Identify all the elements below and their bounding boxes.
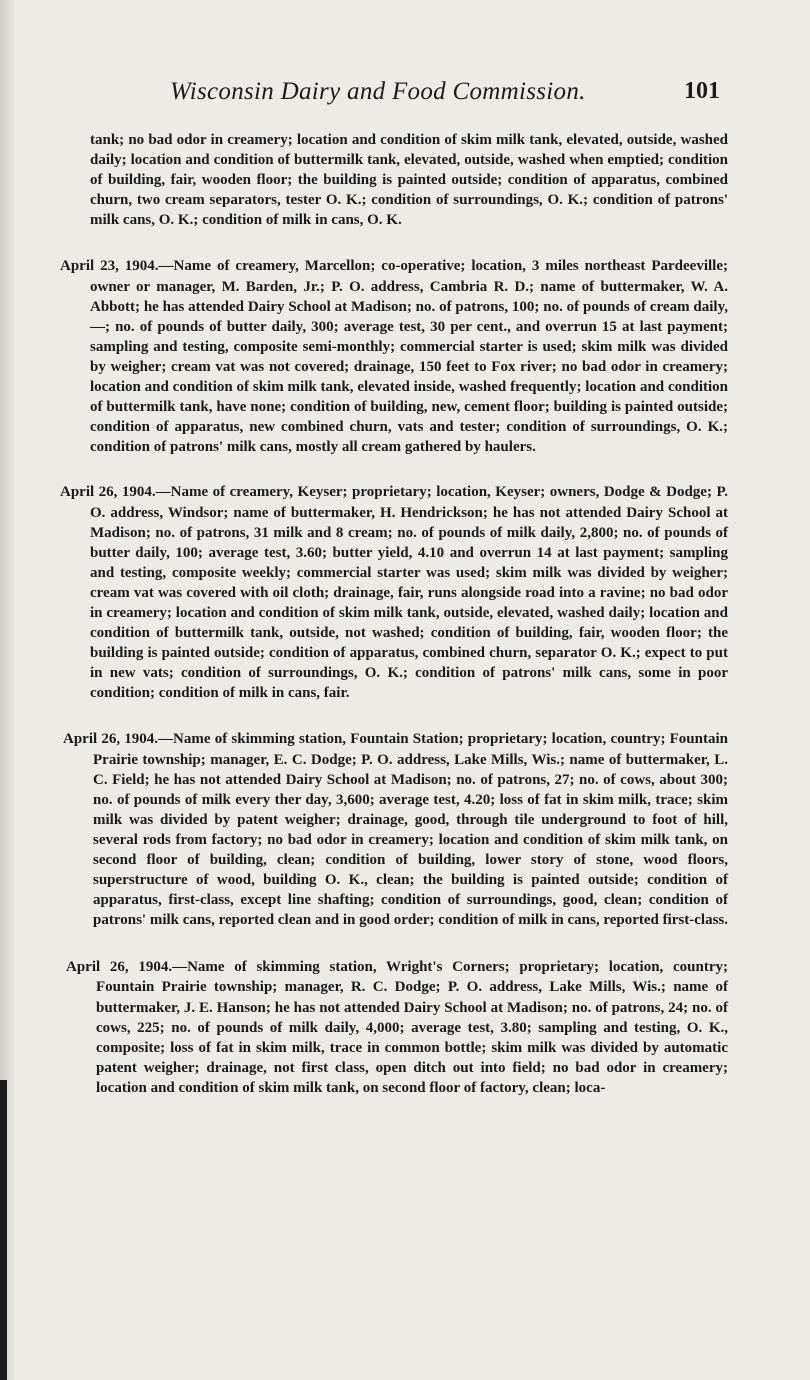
running-title: Wisconsin Dairy and Food Commission. xyxy=(170,78,586,105)
page-header xyxy=(170,78,730,110)
report-entry-fountain-station: April 26, 1904.—Name of skimming station, Fountain Station; proprietary; location, country; Fountain Prairie township; manager, E. C. Dodge; P. O. address, Lake Mills, Wis.; name of buttermaker, L. C. Field; he has not attended Dairy School at Madison; no. of patrons, 27; no. of cows, about 300; no. of pounds of milk every ther day, 3,600; average test, 4.20; loss of fat in skim milk, trace; skim milk was divided by patent weigher; drainage, good, through tile underground to foot of hill, several rods from factory; no bad odor in creamery; location and condition of skim milk tank, on second floor of building, clean; condition of building, lower story of stone, wood floors, superstructure of wood, building O. K., clean; the building is painted outside; condition of apparatus, first-class, except line shafting; condition of surroundings, good, clean; condition of patrons' milk cans, reported clean and in good order; condition of milk in cans, reported first-class. xyxy=(63,731,729,929)
binding-shadow xyxy=(0,1080,7,1380)
report-entry-wrights-corners: April 26, 1904.—Name of skimming station, Wright's Corners; proprietary; location, country; Fountain Prairie township; manager, R. C. Dodge; P. O. address, Lake Mills, Wis.; name of buttermaker, J. E. Hanson; he has not attended Dairy School at Madison; no. of patrons, 24; no. of cows, 225; no. of pounds of milk daily, 4,000; average test, 3.80; sampling and testing, O. K., composite; loss of fat in skim milk, trace in common bottle; skim milk was divided by automatic patent weigher; drainage, not first class, open ditch out into field; no bad odor in creamery; location and condition of skim milk tank, on second floor of factory, clean; loca- xyxy=(66,959,728,1096)
report-entry-keyser: April 26, 1904.—Name of creamery, Keyser; proprietary; location, Keyser; owners, Dodge & Dodge; P. O. address, Windsor; name of buttermaker, H. Hendrickson; he has not attended Dairy School at Madison; no. of patrons, 31 milk and 8 cream; no. of pounds of milk daily, 2,800; no. of pounds of butter daily, 100; average test, 3.60; butter yield, 4.10 and overrun 14 at last payment; sampling and testing, composite weekly; commercial starter was used; skim milk was divided by weigher; cream vat was covered with oil cloth; drainage, fair, runs alongside road into a ravine; no bad odor in creamery; location and condition of skim milk tank, outside, elevated, washed daily; location and condition of buttermilk tank, outside, not washed; condition of building, fair, wooden floor; the building is painted outside; condition of apparatus, combined churn, separator O. K.; expect to put in new vats; condition of surroundings, O. K.; condition of patrons' milk cans, some in poor condition; condition of milk in cans, fair. xyxy=(60,484,728,702)
continued-paragraph: tank; no bad odor in creamery; location and condition of skim milk tank, elevated, outside, washed daily; location and condition of buttermilk tank, elevated, outside, washed when emptied; condition of building, fair, wooden floor; the building is painted outside; condition of apparatus, combined churn, two cream separators, tester O. K.; condition of surroundings, O. K.; condition of patrons' milk cans, O. K.; condition of milk in cans, O. K. xyxy=(90,132,728,229)
report-entry-marcellon: April 23, 1904.—Name of creamery, Marcellon; co-operative; location, 3 miles northeast Pardeeville; owner or manager, M. Barden, Jr.; P. O. address, Cambria R. D.; name of buttermaker, W. A. Abbott; he has attended Dairy School at Madison; no. of patrons, 100; no. of pounds of cream daily, —; no. of pounds of butter daily, 300; average test, 30 per cent., and overrun 15 at last payment; sampling and testing, composite semi-monthly; commercial starter is used; skim milk was divided by weigher; cream vat was not covered; drainage, 150 feet to Fox river; no bad odor in creamery; location and condition of skim milk tank, elevated inside, washed frequently; location and condition of buttermilk tank, have none; condition of building, new, cement floor; building is painted outside; condition of apparatus, new combined churn, vats and tester; condition of surroundings, O. K.; condition of patrons' milk cans, mostly all cream gathered by haulers. xyxy=(60,258,728,456)
page-body xyxy=(60,130,729,1098)
page-number: 101 xyxy=(684,78,720,104)
